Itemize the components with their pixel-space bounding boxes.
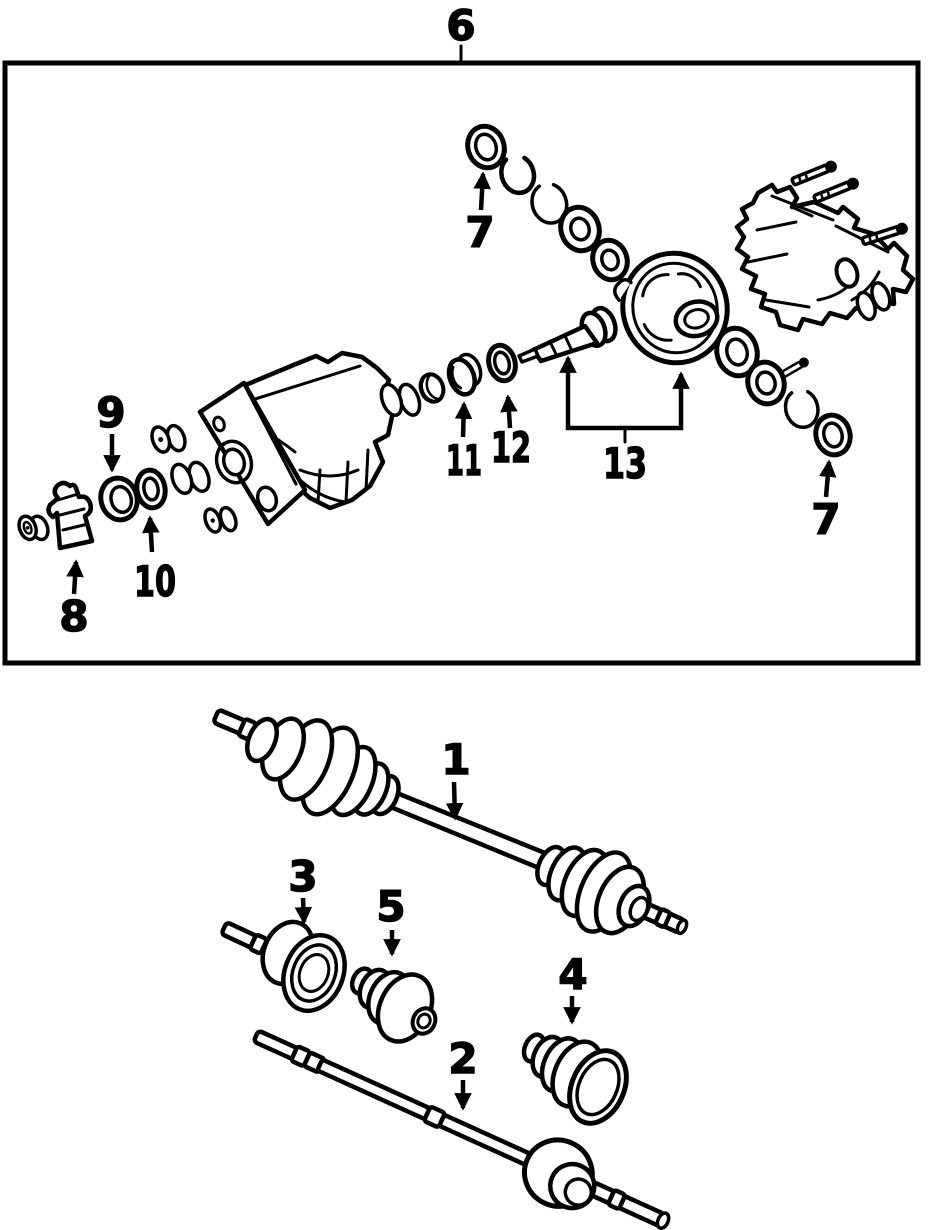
callout-1: 1 [441,735,471,784]
callout-9: 9 [96,388,126,437]
outer-cv-joint [532,842,689,941]
outer-boot-4 [520,1032,637,1133]
callout-7-top: 7 [465,208,495,257]
callout-13: 13 [603,439,647,488]
callout-3: 3 [288,852,318,901]
callout-4: 4 [558,950,588,999]
callout-8-arrow [74,562,76,594]
callout-7-right: 7 [811,495,841,544]
callout-7-top-arrow [481,174,483,210]
callout-12: 12 [491,423,531,472]
callout-5: 5 [376,882,406,931]
callout-1-arrow [454,782,455,818]
callout-11-arrow [463,404,464,437]
callout-10: 10 [134,557,176,606]
callout-11: 11 [446,436,482,485]
inner-boot-5 [348,965,442,1050]
inner-joint-housing [221,914,356,1020]
callout-2: 2 [448,1034,478,1083]
inner-cv-boot [241,713,403,823]
callout-3-arrow [303,898,304,922]
callout-8: 8 [59,592,89,641]
callout-7-right-arrow [826,462,829,497]
callout-6: 6 [446,1,476,50]
callout-10-arrow [150,518,152,552]
